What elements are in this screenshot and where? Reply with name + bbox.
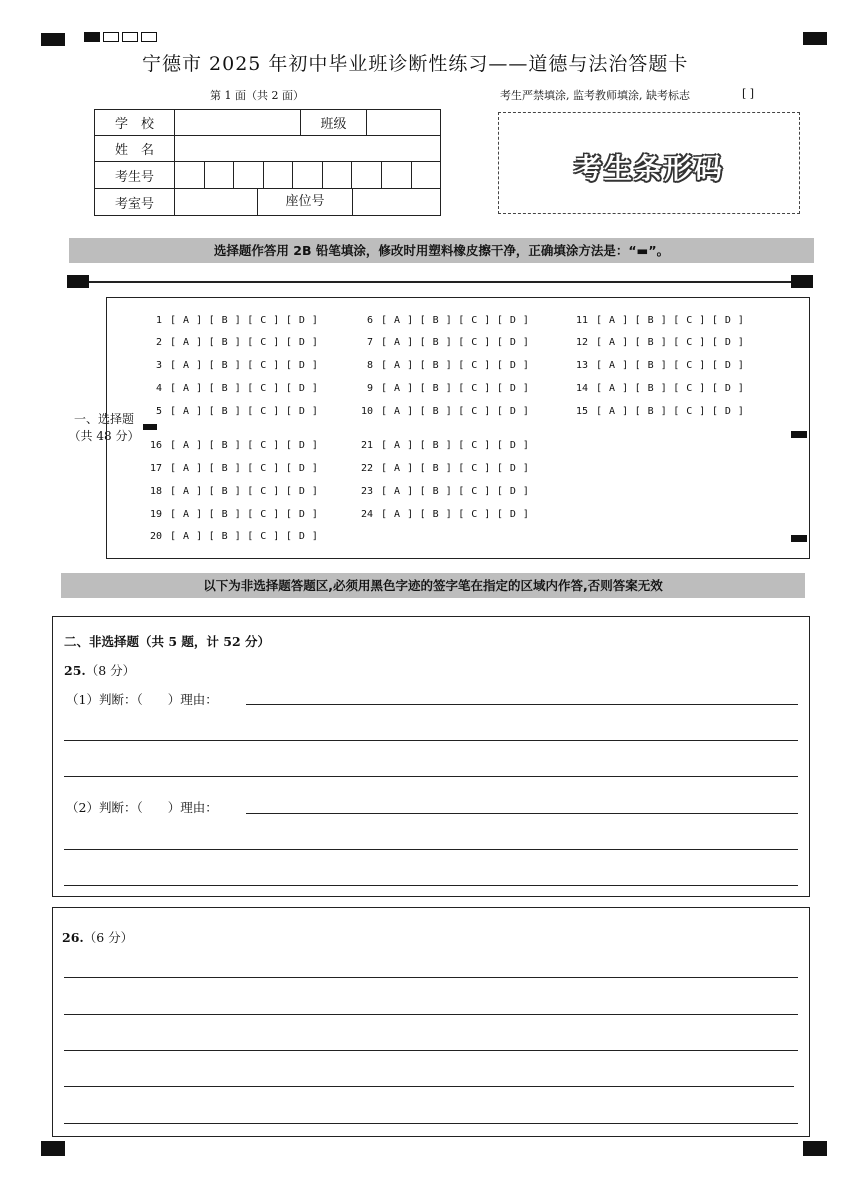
option-bubble[interactable]: [ B ] (208, 440, 242, 451)
option-bubble[interactable]: [ A ] (596, 406, 629, 417)
option-bubble[interactable]: [ C ] (247, 486, 280, 497)
option-bubble[interactable]: [ D ] (285, 440, 319, 451)
question-number: 16 (149, 440, 162, 451)
question-number: 22 (360, 463, 373, 474)
q26-points: （6 分） (83, 930, 134, 945)
option-bubble[interactable]: [ C ] (247, 360, 280, 371)
question-number: 4 (155, 383, 162, 394)
question-number: 8 (366, 360, 373, 371)
question-number: 15 (575, 406, 588, 417)
mcq-question (351, 406, 535, 417)
mcq-question (140, 509, 324, 520)
answer-line[interactable] (64, 1014, 798, 1015)
digit-cell[interactable] (412, 162, 441, 188)
question-number: 18 (149, 486, 162, 497)
question-number: 20 (149, 531, 162, 542)
option-bubble[interactable]: [ B ] (419, 486, 453, 497)
digit-cell[interactable] (382, 162, 412, 188)
option-bubble[interactable]: [ D ] (711, 337, 745, 348)
question-number: 5 (155, 406, 162, 417)
room-label: 考室号 (95, 189, 175, 216)
mcq-question (140, 383, 324, 394)
option-bubble[interactable]: [ B ] (208, 509, 242, 520)
option-bubble[interactable]: [ D ] (285, 406, 319, 417)
option-bubble[interactable]: [ C ] (458, 337, 491, 348)
option-bubble[interactable]: [ A ] (381, 360, 414, 371)
section2-title: 二、非选择题（共 5 题，计 52 分） (64, 634, 271, 649)
question-number: 2 (155, 337, 162, 348)
option-bubble[interactable]: [ A ] (170, 337, 203, 348)
option-bubble[interactable]: [ D ] (285, 463, 319, 474)
exam-no-field[interactable] (175, 162, 441, 189)
option-bubble[interactable]: [ D ] (496, 406, 530, 417)
mcq-question (566, 360, 750, 371)
student-info-table (94, 109, 441, 216)
mcq-question (140, 337, 324, 348)
option-bubble[interactable]: [ B ] (208, 383, 242, 394)
option-bubble[interactable]: [ B ] (419, 360, 453, 371)
option-bubble[interactable]: [ D ] (285, 337, 319, 348)
option-bubble[interactable]: [ B ] (634, 406, 668, 417)
option-bubble[interactable]: [ D ] (496, 383, 530, 394)
option-bubble[interactable]: [ C ] (247, 440, 280, 451)
question-number: 21 (360, 440, 373, 451)
mcq-question (140, 531, 324, 542)
absent-mark-box[interactable]: [ ] (742, 87, 755, 100)
barcode-label: 考生条形码 (573, 152, 724, 185)
question-number: 14 (575, 383, 588, 394)
fill-instruction-text: 选择题作答用 2B 铅笔填涂，修改时用塑料橡皮擦干净，正确填涂方法是：“▬”。 (213, 243, 670, 258)
q26-answer-box (52, 907, 810, 1137)
option-bubble[interactable]: [ A ] (170, 383, 203, 394)
option-bubble[interactable]: [ A ] (170, 315, 203, 326)
seat-field[interactable] (353, 189, 440, 215)
option-bubble[interactable]: [ C ] (458, 315, 491, 326)
mcq-question (566, 406, 750, 417)
mcq-section-title: 一、选择题 (73, 412, 134, 426)
option-bubble[interactable]: [ B ] (634, 337, 668, 348)
mcq-question (566, 337, 750, 348)
mcq-question (566, 315, 750, 326)
page-indicator-filled (84, 32, 100, 42)
option-bubble[interactable]: [ D ] (285, 486, 319, 497)
option-bubble[interactable]: [ B ] (208, 360, 242, 371)
option-bubble[interactable]: [ B ] (634, 383, 668, 394)
q25-points: （8 分） (85, 663, 136, 678)
option-bubble[interactable]: [ C ] (458, 360, 491, 371)
school-label: 学 校 (95, 110, 175, 136)
option-bubble[interactable]: [ C ] (673, 337, 706, 348)
mcq-question (351, 315, 535, 326)
option-bubble[interactable]: [ C ] (458, 509, 491, 520)
non-choice-banner (61, 573, 805, 598)
question-number: 17 (149, 463, 162, 474)
page-indicator-empty (103, 32, 119, 42)
answer-line[interactable] (64, 1123, 798, 1124)
option-bubble[interactable]: [ D ] (496, 463, 530, 474)
answer-line[interactable] (64, 776, 798, 777)
option-bubble[interactable]: [ C ] (673, 406, 706, 417)
option-bubble[interactable]: [ A ] (381, 315, 414, 326)
option-bubble[interactable]: [ C ] (673, 383, 706, 394)
option-bubble[interactable]: [ A ] (381, 486, 414, 497)
question-number: 12 (575, 337, 588, 348)
option-bubble[interactable]: [ C ] (247, 315, 280, 326)
option-bubble[interactable]: [ D ] (285, 531, 319, 542)
mcq-question (351, 463, 535, 474)
question-number: 10 (360, 406, 373, 417)
option-bubble[interactable]: [ A ] (170, 440, 203, 451)
option-bubble[interactable]: [ B ] (419, 406, 453, 417)
barcode-area (498, 112, 800, 214)
option-bubble[interactable]: [ D ] (711, 315, 745, 326)
registration-mark-top-right (803, 32, 827, 45)
option-bubble[interactable]: [ A ] (381, 509, 414, 520)
mcq-section-points: （共 48 分） (68, 429, 140, 443)
question-number: 23 (360, 486, 373, 497)
option-bubble[interactable]: [ B ] (419, 440, 453, 451)
mcq-question (140, 463, 324, 474)
option-bubble[interactable]: [ B ] (208, 463, 242, 474)
mcq-question (566, 383, 750, 394)
option-bubble[interactable]: [ C ] (458, 406, 491, 417)
question-number: 6 (366, 315, 373, 326)
option-bubble[interactable]: [ C ] (247, 406, 280, 417)
digit-cell[interactable] (175, 162, 205, 188)
option-bubble[interactable]: [ A ] (596, 383, 629, 394)
answer-line[interactable] (246, 813, 798, 814)
registration-mark-top-left (41, 33, 65, 46)
option-bubble[interactable]: [ D ] (711, 406, 745, 417)
option-bubble[interactable]: [ D ] (285, 383, 319, 394)
mcq-question (140, 486, 324, 497)
mcq-question (140, 315, 324, 326)
option-bubble[interactable]: [ A ] (596, 337, 629, 348)
mcq-question (351, 337, 535, 348)
name-label: 姓 名 (95, 136, 175, 162)
digit-cell[interactable] (352, 162, 382, 188)
option-bubble[interactable]: [ A ] (381, 440, 414, 451)
option-bubble[interactable]: [ A ] (596, 360, 629, 371)
class-label: 班级 (301, 110, 367, 136)
question-number: 13 (575, 360, 588, 371)
q26-header (62, 928, 133, 946)
option-bubble[interactable]: [ C ] (247, 463, 280, 474)
option-bubble[interactable]: [ A ] (381, 463, 414, 474)
option-bubble[interactable]: [ A ] (170, 360, 203, 371)
option-bubble[interactable]: [ A ] (170, 463, 203, 474)
option-bubble[interactable]: [ D ] (496, 440, 530, 451)
mcq-question (351, 383, 535, 394)
class-field[interactable] (367, 110, 441, 136)
option-bubble[interactable]: [ C ] (673, 315, 706, 326)
option-bubble[interactable]: [ D ] (496, 486, 530, 497)
mcq-question (140, 440, 324, 451)
option-bubble[interactable]: [ B ] (419, 463, 453, 474)
question-number: 7 (366, 337, 373, 348)
question-number: 1 (155, 315, 162, 326)
digit-cell[interactable] (234, 162, 264, 188)
mcq-question (351, 486, 535, 497)
option-bubble[interactable]: [ B ] (208, 531, 242, 542)
option-bubble[interactable]: [ D ] (711, 360, 745, 371)
option-bubble[interactable]: [ A ] (596, 315, 629, 326)
option-bubble[interactable]: [ C ] (458, 383, 491, 394)
option-bubble[interactable]: [ B ] (419, 383, 453, 394)
mcq-question (351, 440, 535, 451)
fill-instruction-banner (69, 238, 814, 263)
option-bubble[interactable]: [ B ] (419, 509, 453, 520)
option-bubble[interactable]: [ C ] (247, 509, 280, 520)
registration-mark-bottom-left (41, 1141, 65, 1156)
page-info: 第 1 面（共 2 面） (210, 89, 304, 102)
option-bubble[interactable]: [ A ] (170, 406, 203, 417)
q25-answer-box (52, 616, 810, 897)
option-bubble[interactable]: [ B ] (208, 315, 242, 326)
option-bubble[interactable]: [ D ] (285, 360, 319, 371)
option-bubble[interactable]: [ D ] (496, 509, 530, 520)
option-bubble[interactable]: [ C ] (247, 337, 280, 348)
option-bubble[interactable]: [ D ] (285, 509, 319, 520)
mcq-question (351, 509, 535, 520)
answer-line[interactable] (64, 977, 798, 978)
q26-label: 26. (62, 930, 84, 945)
answer-line[interactable] (64, 1050, 798, 1051)
mcq-question (140, 360, 324, 371)
registration-mark-bottom-right (803, 1141, 827, 1156)
option-bubble[interactable]: [ D ] (285, 315, 319, 326)
option-bubble[interactable]: [ D ] (496, 360, 530, 371)
q25-label: 25. (64, 663, 86, 678)
answer-line[interactable] (64, 740, 798, 741)
question-number: 3 (155, 360, 162, 371)
option-bubble[interactable]: [ A ] (170, 531, 203, 542)
option-bubble[interactable]: [ C ] (673, 360, 706, 371)
option-bubble[interactable]: [ B ] (208, 486, 242, 497)
option-bubble[interactable]: [ B ] (419, 315, 453, 326)
digit-cell[interactable] (293, 162, 323, 188)
option-bubble[interactable]: [ D ] (711, 383, 745, 394)
option-bubble[interactable]: [ A ] (381, 406, 414, 417)
separator-mark-left (67, 275, 89, 288)
seat-label: 座位号 (258, 189, 353, 215)
answer-line[interactable] (246, 704, 798, 705)
option-bubble[interactable]: [ C ] (247, 383, 280, 394)
option-bubble[interactable]: [ A ] (381, 383, 414, 394)
digit-cell[interactable] (264, 162, 294, 188)
option-bubble[interactable]: [ B ] (419, 337, 453, 348)
option-bubble[interactable]: [ B ] (208, 337, 242, 348)
q25-part1-prompt: （1）判断：（ ）理由： (66, 692, 218, 707)
question-number: 9 (366, 383, 373, 394)
room-seat-row (175, 189, 441, 216)
option-bubble[interactable]: [ C ] (458, 463, 491, 474)
name-field[interactable] (175, 136, 441, 162)
option-bubble[interactable]: [ C ] (458, 440, 491, 451)
page-title: 宁德市 2025 年初中毕业班诊断性练习——道德与法治答题卡 (142, 53, 689, 75)
option-bubble[interactable]: [ B ] (208, 406, 242, 417)
option-bubble[interactable]: [ D ] (496, 315, 530, 326)
question-number: 11 (575, 315, 588, 326)
absent-notice: 考生严禁填涂, 监考教师填涂, 缺考标志 (500, 89, 690, 102)
separator-line (89, 281, 791, 283)
page-indicator-empty (122, 32, 138, 42)
mcq-question (351, 360, 535, 371)
answer-line[interactable] (64, 1086, 794, 1087)
mcq-question (140, 406, 324, 417)
separator-mark-right (791, 275, 813, 288)
answer-line[interactable] (64, 849, 798, 850)
option-bubble[interactable]: [ B ] (634, 315, 668, 326)
non-choice-banner-text: 以下为非选择题答题区,必须用黑色字迹的签字笔在指定的区域内作答,否则答案无效 (203, 578, 663, 593)
q25-part2-prompt: （2）判断：（ ）理由： (66, 800, 218, 815)
digit-cell[interactable] (205, 162, 235, 188)
exam-no-label: 考生号 (95, 162, 175, 189)
option-bubble[interactable]: [ A ] (381, 337, 414, 348)
answer-line[interactable] (64, 885, 798, 886)
question-number: 19 (149, 509, 162, 520)
digit-cell[interactable] (323, 162, 353, 188)
option-bubble[interactable]: [ A ] (170, 486, 203, 497)
option-bubble[interactable]: [ A ] (170, 509, 203, 520)
option-bubble[interactable]: [ C ] (458, 486, 491, 497)
q25-header (64, 661, 135, 679)
option-bubble[interactable]: [ B ] (634, 360, 668, 371)
school-field[interactable] (175, 110, 301, 136)
question-number: 24 (360, 509, 373, 520)
option-bubble[interactable]: [ D ] (496, 337, 530, 348)
page-indicator-empty (141, 32, 157, 42)
room-field[interactable] (175, 189, 258, 215)
option-bubble[interactable]: [ C ] (247, 531, 280, 542)
